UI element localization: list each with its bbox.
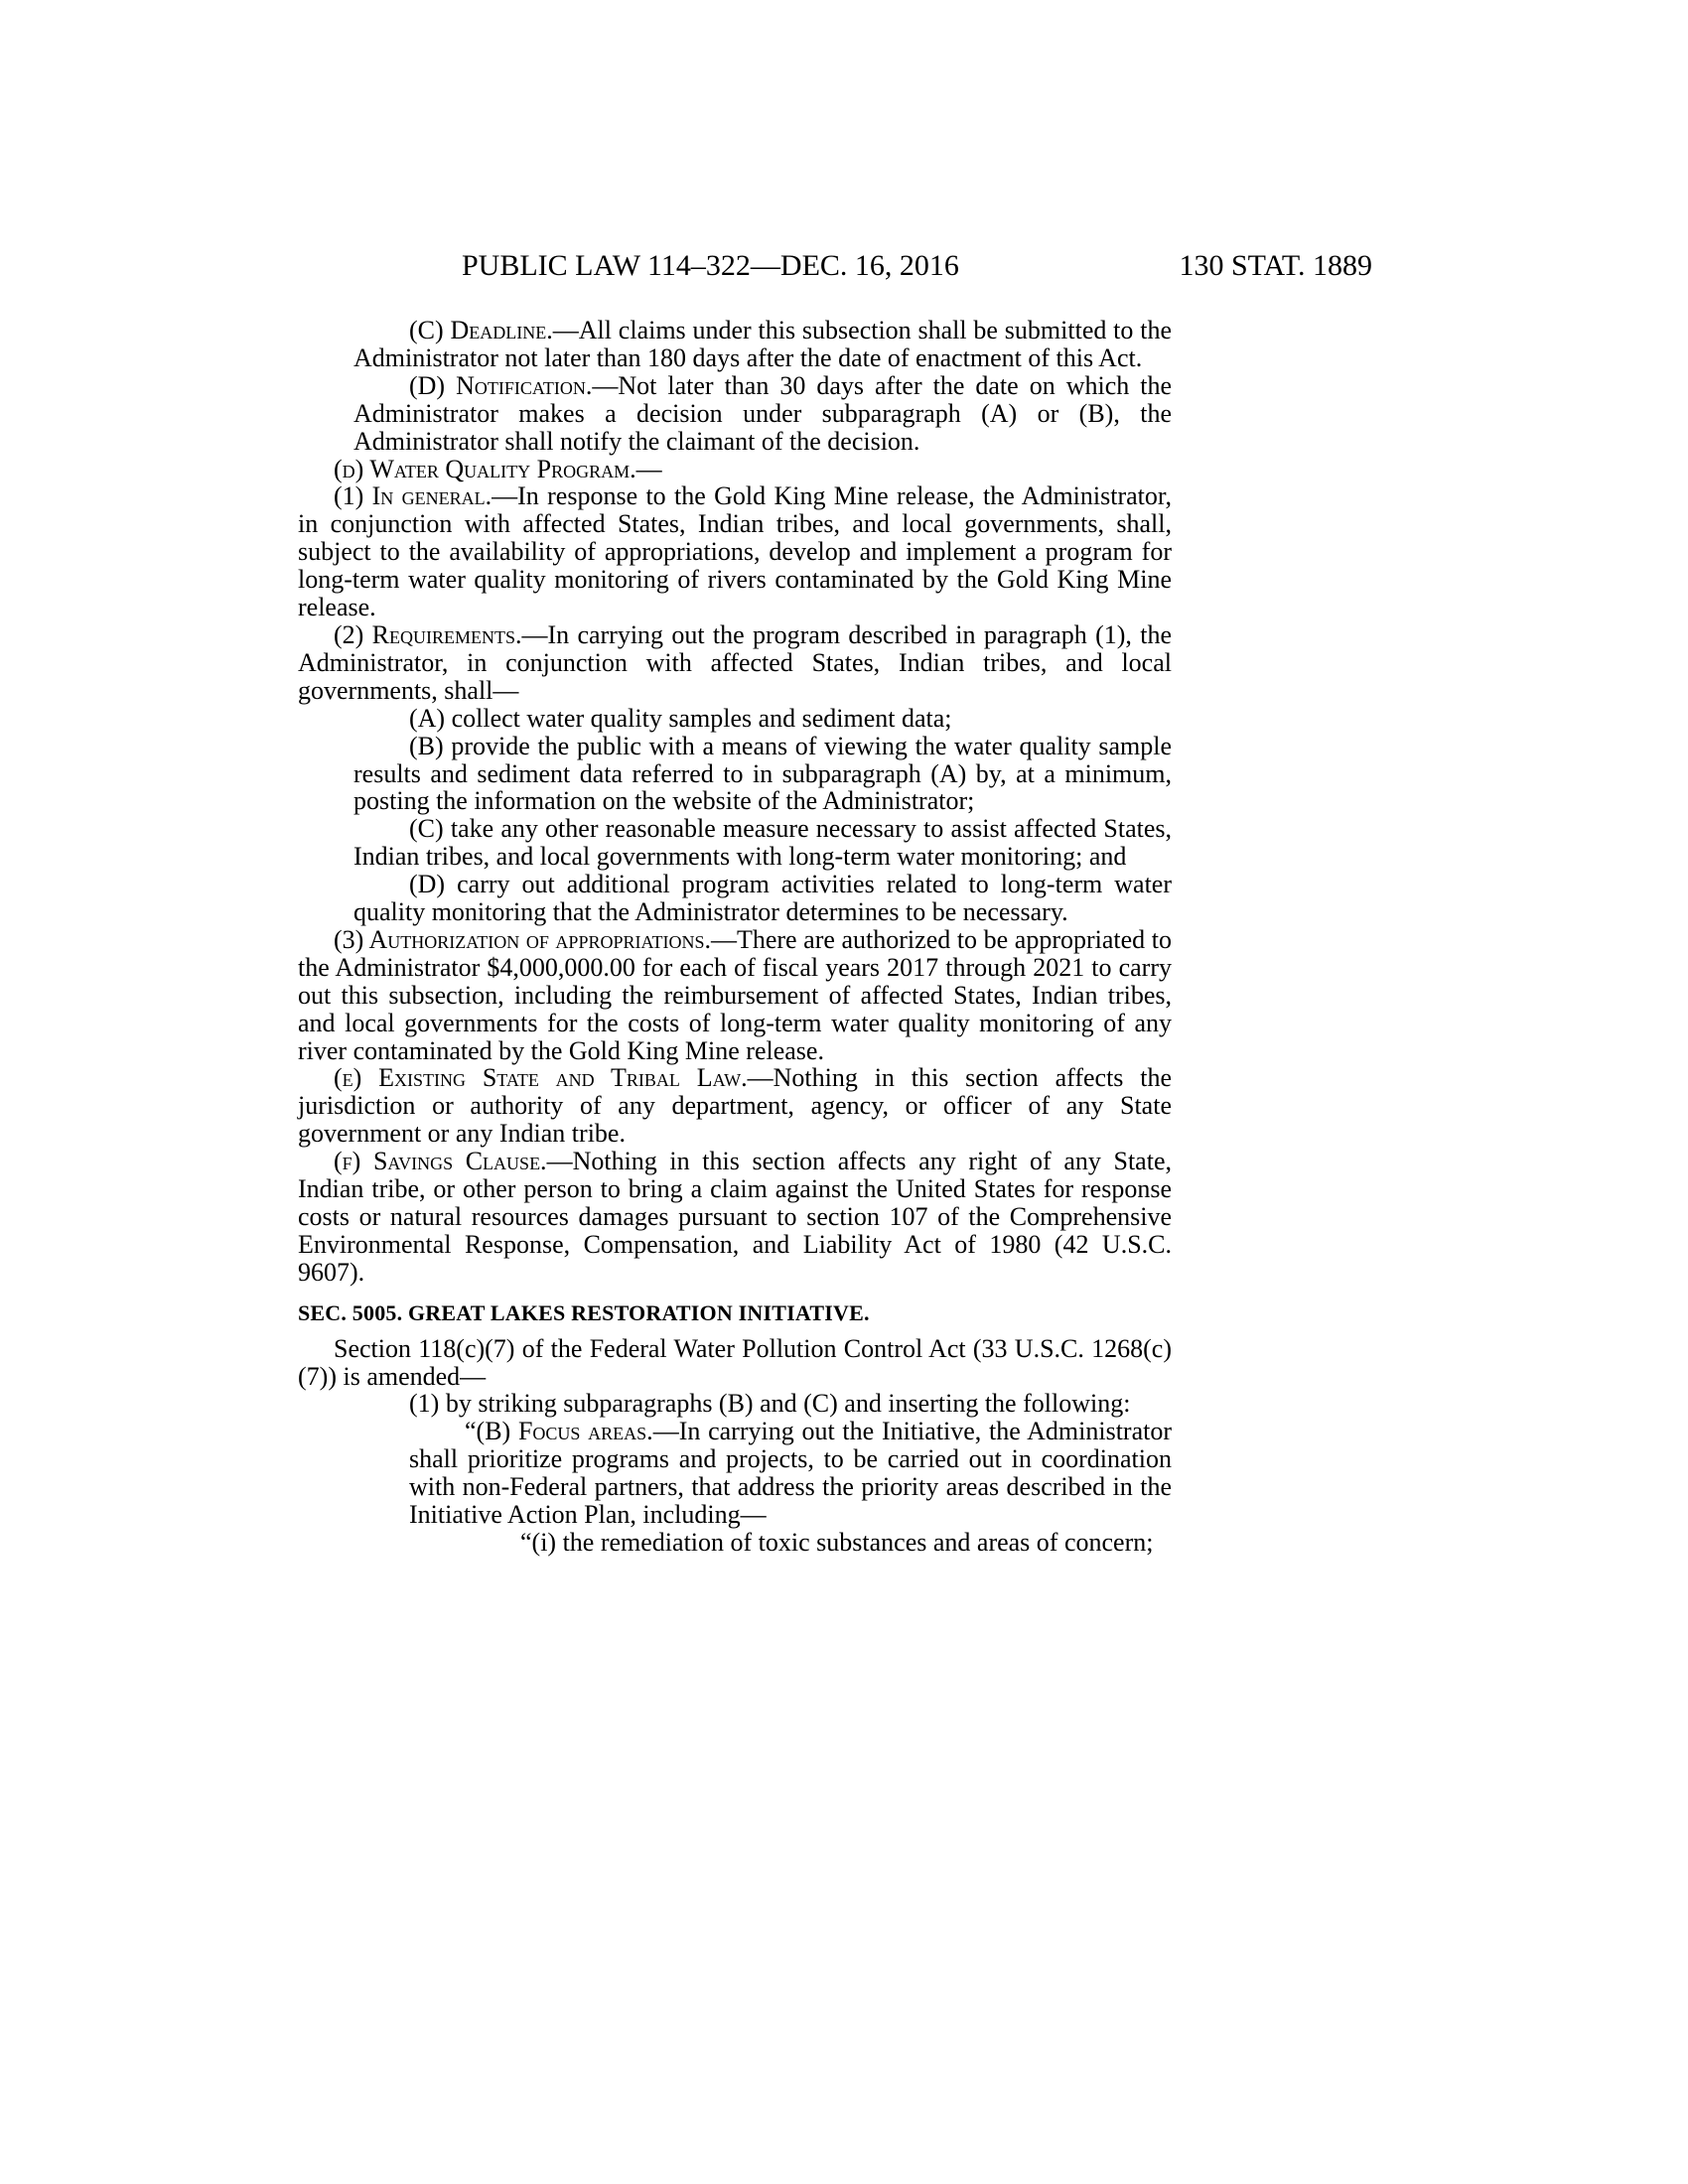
para-f-savings-clause: (f) Savings Clause.—Nothing in this section affects any right of any State, Indian tribe, or other person to bring a claim against the United States for response costs or natural resources damages pursuant to section 107 of the Comprehensive Environmental Response, Compensation, and Liability Act of 1980 (42 U.S.C. 9607). [298, 1147, 1172, 1287]
running-head-title: PUBLIC LAW 114–322—DEC. 16, 2016 [462, 249, 959, 282]
page-header [462, 246, 1372, 286]
para-d-water-quality-program: (d) Water Quality Program.— [334, 454, 662, 483]
para-1-in-general: (1) In general.—In response to the Gold King Mine release, the Administrator, in conjunction with affected States, Indian tribes, and local governments, shall, subject to the availability of appropriations, develop and implement a program for long-term water quality monitoring of rivers contaminated by the Gold King Mine release. [298, 481, 1172, 622]
para-e-existing-law: (e) Existing State and Tribal Law.—Nothing in this section affects the jurisdiction or authority of any department, agency, or officer of any State government or any Indian tribe. [298, 1063, 1173, 1149]
para-d-notification: (D) Notification.—Not later than 30 days after the date on which the Administrator makes a decision under subparagraph (A) or (B), the Administrator shall notify the claimant of the decision. [353, 370, 1173, 456]
para-req-c: (C) take any other reasonable measure necessary to assist affected States, Indian tribes, and local governments with long-term water monitoring; and [353, 814, 1172, 872]
para-focus-areas: “(B) Focus areas.—In carrying out the Initiative, the Administrator shall prioritize programs and projects, to be carried out in coordination with non-Federal partners, that address the priority areas described in the Initiative Action Plan, including— [409, 1417, 1172, 1530]
section-heading-5005: SEC. 5005. GREAT LAKES RESTORATION INITIATIVE. [298, 1299, 870, 1325]
para-req-a: (A) collect water quality samples and sediment data; [409, 703, 952, 733]
document-body [298, 317, 1172, 1557]
stat-page-number: 130 STAT. 1889 [1179, 249, 1372, 282]
para-2-requirements: (2) Requirements.—In carrying out the program described in paragraph (1), the Administrator, in conjunction with affected States, Indian tribes, and local governments, shall— [298, 619, 1172, 705]
para-req-b: (B) provide the public with a means of viewing the water quality sample results and sediment data referred to in subparagraph (A) by, at a minimum, posting the information on the website of the Administrator; [353, 731, 1172, 816]
para-focus-i: “(i) the remediation of toxic substances and areas of concern; [520, 1527, 1154, 1557]
para-3-authorization: (3) Authorization of appropriations.—There are authorized to be appropriated to the Administrator $4,000,000.00 for each of fiscal years 2017 through 2021 to carry out this subsection, including the reimbursement of affected States, Indian tribes, and local governments for the costs of long-term water quality monitoring of any river contaminated by the Gold King Mine release. [298, 924, 1172, 1065]
para-req-d: (D) carry out additional program activities related to long-term water quality monitoring that the Administrator determines to be necessary. [353, 870, 1172, 927]
para-section-intro: Section 118(c)(7) of the Federal Water Pollution Control Act (33 U.S.C. 1268(c)(7)) is amended— [298, 1333, 1172, 1391]
para-c-deadline: (C) Deadline.—All claims under this subsection shall be submitted to the Administrator not later than 180 days after the date of enactment of this Act. [353, 316, 1172, 372]
para-amendment-1: (1) by striking subparagraphs (B) and (C) and inserting the following: [409, 1389, 1131, 1419]
